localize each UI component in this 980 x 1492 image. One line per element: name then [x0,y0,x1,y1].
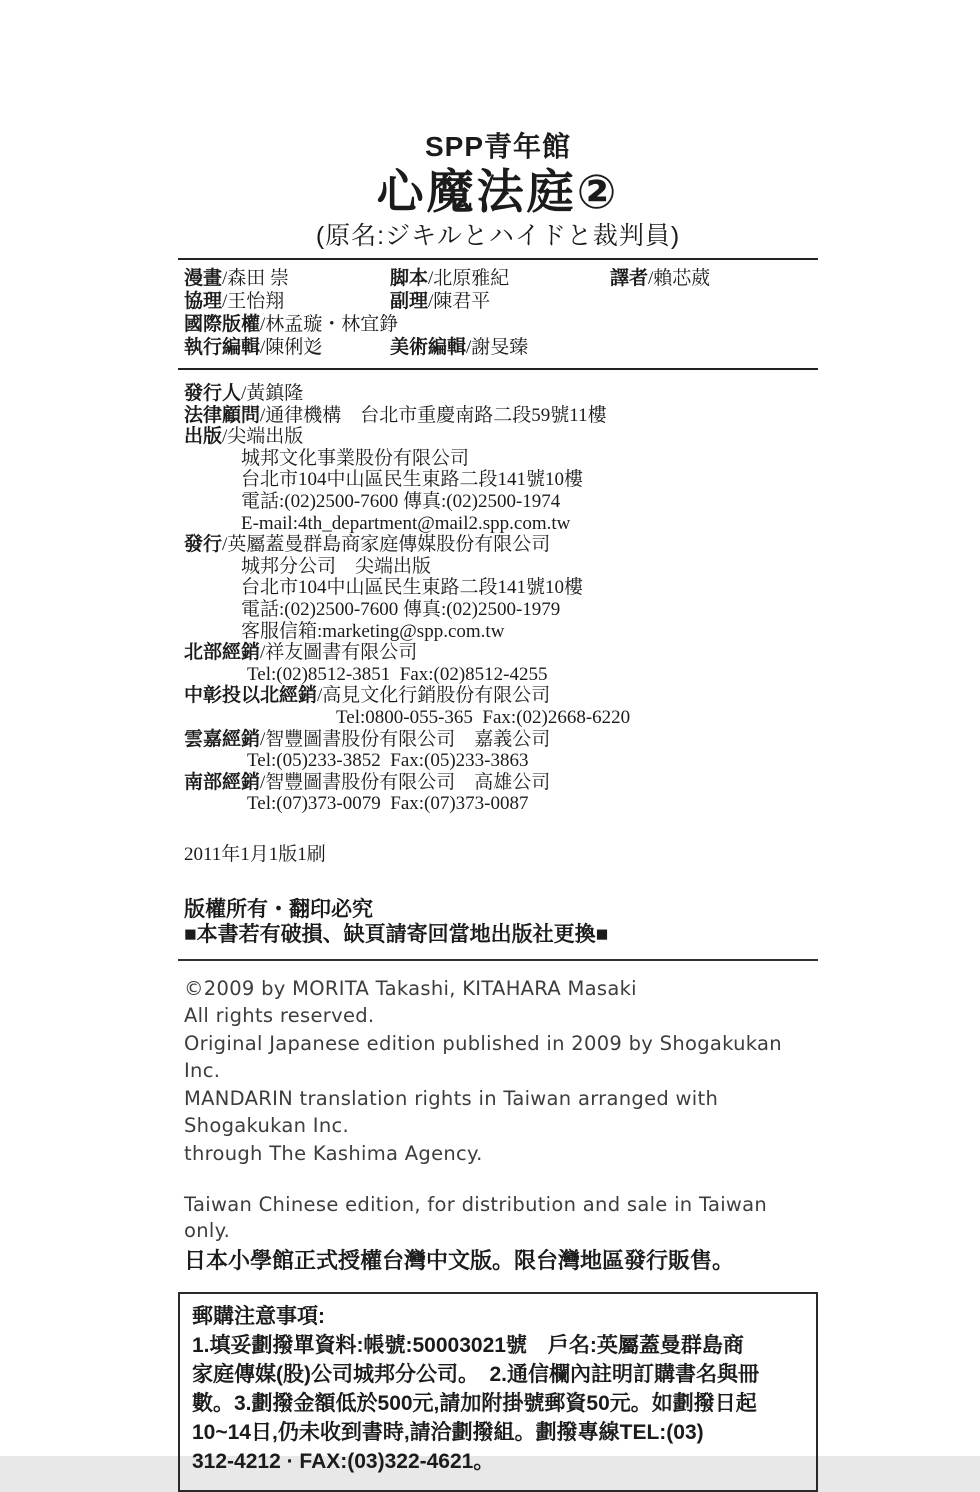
publisher-label: 中彰投以北經銷 [184,685,318,707]
english-copyright-line [184,1002,818,1030]
credit-art-editor [390,336,610,359]
publisher-line [184,448,818,470]
credit-name: 賴芯葳 [653,268,711,289]
publisher-line [184,599,818,621]
edition-date: 2011年1月1版1刷 [184,843,326,865]
credit-name: 王怡翔 [227,291,285,312]
publisher-text: 高見文化行銷股份有限公司 [322,685,551,707]
publisher-line [184,750,818,772]
publisher-line [184,405,818,427]
publisher-text: 台北市104中山區民生東路二段141號10樓 [241,469,584,491]
credits-row [184,313,812,336]
credit-name: 北原雅紀 [433,268,510,289]
publisher-text: Tel:(07)373-0079 Fax:(07)373-0087 [247,793,529,815]
mail-order-text: 家庭傳媒(股)公司城邦分公司。 2.通信欄內註明訂購書名與冊 [192,1363,759,1387]
credit-deputy-manager [390,290,610,313]
credit-empty [610,290,812,313]
english-copyright-line [184,1085,818,1140]
mail-order-text: 312-4212 · FAX:(03)322-4621。 [192,1450,495,1474]
publisher-line [184,772,818,794]
english-copyright-line [184,975,818,1003]
publisher-line [184,621,818,643]
publisher-line [184,793,818,815]
publisher-line [184,707,818,729]
credit-executive-editor [184,336,390,359]
credit-label: 漫畫 [184,268,223,289]
english-copyright-line [184,1140,818,1168]
publisher-separator: / [260,728,266,750]
credit-separator: / [260,314,266,335]
credit-label: 國際版權 [184,314,261,335]
notice-text: ■本書若有破損、缺頁請寄回當地出版社更換■ [184,922,609,946]
publisher-label: 出版 [184,426,223,448]
publisher-text: 通律機構 台北市重慶南路二段59號11樓 [265,404,607,426]
credit-separator: / [648,268,654,289]
publisher-label: 法律顧問 [184,404,261,426]
mail-order-line [192,1360,804,1389]
publisher-text: 台北市104中山區民生東路二段141號10樓 [241,577,584,599]
credit-separator: / [222,291,228,312]
credit-label: 美術編輯 [390,337,467,358]
publisher-text: 電話:(02)2500-7600 傳真:(02)2500-1979 [241,598,561,620]
credit-separator: / [428,268,434,289]
publisher-text: Tel:(02)8512-3851 Fax:(02)8512-4255 [247,663,548,685]
taiwan-edition-block [178,1192,818,1276]
taiwan-edition-chinese: 日本小學館正式授權台灣中文版。限台灣地區發行販售。 [184,1248,735,1274]
credit-separator: / [260,337,266,358]
mail-order-text: 數。3.劃撥金額低於500元,請加附掛號郵資50元。如劃撥日起 [192,1392,757,1416]
credit-name: 陳俐彣 [265,337,323,358]
credit-international-rights [184,313,812,336]
publisher-text: 智豐圖書股份有限公司 嘉義公司 [265,728,551,750]
publisher-text: Tel:0800-055-365 Fax:(02)2668-6220 [336,706,631,728]
publisher-text: 城邦分公司 尖端出版 [241,555,432,577]
credit-separator: / [428,291,434,312]
publisher-text: Tel:(05)233-3852 Fax:(05)233-3863 [247,750,529,772]
publisher-text: 客服信箱:marketing@spp.com.tw [241,620,505,642]
english-copyright-text: MANDARIN translation rights in Taiwan arranged with Shogakukan Inc. [184,1086,725,1138]
publisher-label: 南部經銷 [184,771,261,793]
credit-separator: / [466,337,472,358]
series-label: SPP青年館 [424,131,572,162]
credits-row [184,336,812,359]
publisher-line [184,664,818,686]
book-header [178,130,818,252]
copyright-notices [178,897,818,947]
credit-script [390,267,610,290]
english-copyright-text: through The Kashima Agency. [184,1141,483,1165]
credit-associate-manager [184,290,390,313]
credit-name: 林孟璇・林宜錚 [265,314,399,335]
english-copyright-block [178,975,818,1168]
notice-line [184,922,818,947]
english-copyright-text: All rights reserved. [184,1004,375,1028]
notice-line [184,897,818,922]
publisher-line [184,383,818,405]
publisher-text: 英屬蓋曼群島商家庭傳媒股份有限公司 [227,534,551,556]
credit-name: 陳君平 [433,291,491,312]
credit-manga [184,267,390,290]
credit-empty [610,336,812,359]
mail-order-line [192,1302,804,1331]
credit-separator: / [222,268,228,289]
publisher-line [184,426,818,448]
publisher-text: 智豐圖書股份有限公司 高雄公司 [265,771,551,793]
publisher-line [184,469,818,491]
credits-row [184,290,812,313]
publisher-line [184,642,818,664]
credit-label: 副理 [390,291,429,312]
publisher-line [184,729,818,751]
publisher-separator: / [241,383,247,404]
publisher-line [184,556,818,578]
publisher-block [178,383,818,815]
section-divider [178,959,818,961]
mail-order-line [192,1331,804,1360]
credit-name: 謝旻臻 [471,337,529,358]
mail-order-line [192,1447,804,1476]
publisher-label: 北部經銷 [184,642,261,664]
credits-table [178,258,818,370]
mail-order-text: 10~14日,仍未收到書時,請洽劃撥組。劃撥專線TEL:(03) [192,1421,704,1445]
publisher-line [184,534,818,556]
publisher-line [184,577,818,599]
english-copyright-text: ©2009 by MORITA Takashi, KITAHARA Masaki [184,976,637,1000]
content-column [178,0,818,1492]
publisher-line [184,491,818,513]
book-title: 心魔法庭② [376,165,620,218]
english-copyright-line [184,1030,818,1085]
mail-order-line [192,1418,804,1447]
taiwan-edition-english: Taiwan Chinese edition, for distribution and sale in Taiwan only. [184,1193,768,1243]
publisher-separator: / [260,404,266,426]
publisher-separator: / [222,426,228,448]
publisher-text: 城邦文化事業股份有限公司 [241,447,470,469]
mail-order-line [192,1389,804,1418]
publisher-text: 祥友圖書有限公司 [265,642,418,664]
english-copyright-text: Original Japanese edition published in 2009 by Shogakukan Inc. [184,1031,789,1083]
publisher-text: 黃鎮隆 [246,383,304,404]
mail-order-text: 1.填妥劃撥單資料:帳號:50003021號 戶名:英屬蓋曼群島商 [192,1334,744,1358]
publisher-separator: / [260,771,266,793]
publisher-label: 發行人 [184,383,242,404]
publisher-separator: / [260,642,266,664]
publisher-line [184,685,818,707]
mail-order-text: 郵購注意事項: [192,1305,325,1329]
credits-row [184,267,812,290]
credit-label: 脚本 [390,268,429,289]
credit-label: 協理 [184,291,223,312]
original-title: (原名:ジキルとハイドと裁判員) [315,222,681,250]
notice-text: 版權所有・翻印必究 [184,897,373,921]
publisher-text: 尖端出版 [227,426,304,448]
publisher-label: 雲嘉經銷 [184,728,261,750]
credit-name: 森田 崇 [227,268,290,289]
credit-label: 譯者 [610,268,649,289]
credit-translator [610,267,812,290]
publisher-separator: / [317,685,323,707]
publisher-text: E-mail:4th_department@mail2.spp.com.tw [241,512,571,534]
mail-order-box [178,1292,818,1492]
publisher-separator: / [222,534,228,556]
credit-label: 執行編輯 [184,337,261,358]
publisher-label: 發行 [184,534,223,556]
publisher-line [184,513,818,535]
publisher-text: 電話:(02)2500-7600 傳真:(02)2500-1974 [241,490,561,512]
